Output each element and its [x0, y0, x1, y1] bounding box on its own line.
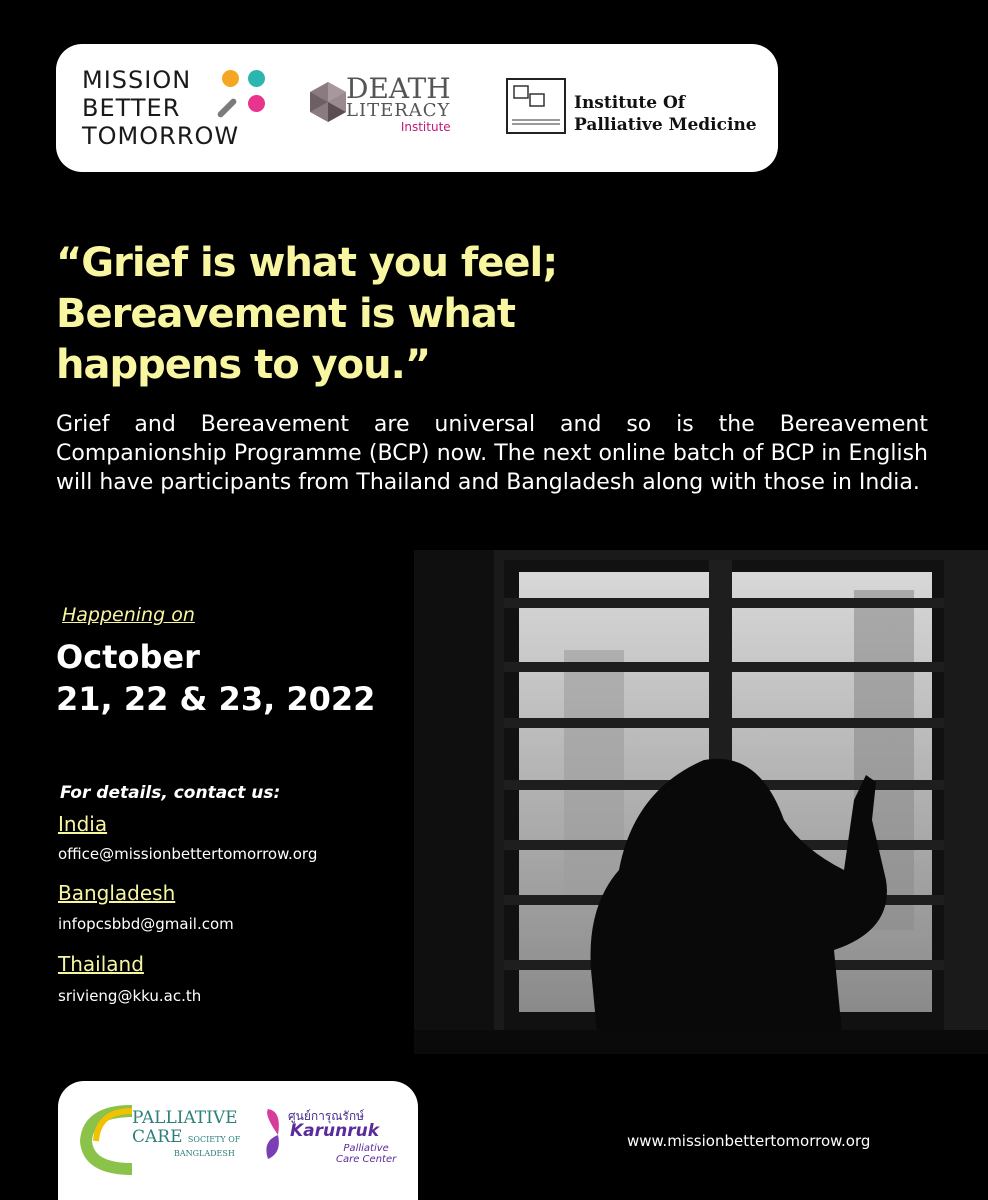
mbt-line1: MISSION	[82, 66, 192, 94]
event-date-month: October	[56, 638, 200, 676]
window-silhouette-photo	[414, 550, 988, 1054]
contact-heading: For details, contact us:	[60, 783, 281, 803]
programme-description: Grief and Bereavement are universal and so is the Bereavement Companionship Programme (BCP) now. The next online batch of BCP in English will have participants from Thailand and Bangladesh along with those in India.	[56, 412, 928, 495]
pcsb-line2: CARE	[132, 1127, 183, 1147]
death-literacy-gem-icon	[308, 80, 348, 124]
pcsb-line1: PALLIATIVE	[132, 1108, 238, 1128]
contact-country-india: India	[58, 812, 108, 836]
palliative-care-society-logo	[132, 1109, 240, 1158]
quote-line3: happens to you.”	[56, 342, 431, 388]
quote-line2: Bereavement is what	[56, 291, 515, 337]
quote-line1: “Grief is what you feel;	[56, 240, 558, 286]
website-link[interactable]: www.missionbettertomorrow.org	[627, 1132, 871, 1150]
ipm-line1: Institute Of	[574, 93, 686, 113]
pcsb-line3b: BANGLADESH	[174, 1149, 235, 1158]
karunruk-sub2: Care Center	[336, 1154, 397, 1165]
event-date	[56, 636, 375, 720]
mbt-line3: TOMORROW	[82, 122, 240, 150]
contact-country-bangladesh: Bangladesh	[58, 881, 176, 905]
mbt-line2: BETTER	[82, 94, 181, 122]
logo-dot-teal	[248, 70, 265, 87]
ipm-line2: Palliative Medicine	[574, 115, 757, 135]
pcsb-line3a: SOCIETY OF	[187, 1135, 241, 1144]
palliative-care-society-emblem-icon	[78, 1105, 134, 1175]
karunruk-subtitle	[336, 1143, 396, 1165]
bottom-partner-logos-card	[58, 1081, 418, 1200]
ipm-emblem-icon	[506, 78, 566, 134]
institute-palliative-medicine-logo	[574, 92, 757, 136]
dli-line3: Institute	[400, 120, 451, 134]
contact-email-bangladesh[interactable]: infopcsbbd@gmail.com	[58, 915, 234, 933]
partner-logos-card	[56, 44, 778, 172]
mission-better-tomorrow-logo	[82, 66, 239, 150]
contact-email-thailand[interactable]: srivieng@kku.ac.th	[58, 987, 202, 1005]
event-date-days: 21, 22 & 23, 2022	[56, 680, 376, 718]
death-literacy-logo	[346, 72, 451, 134]
headline-quote	[56, 238, 676, 391]
happening-on-label: Happening on	[62, 604, 195, 626]
karunruk-thai-name: ศูนย์การุณรักษ์	[288, 1109, 365, 1123]
contact-email-india[interactable]: office@missionbettertomorrow.org	[58, 845, 318, 863]
logo-dot-pink	[248, 95, 265, 112]
karunruk-name: Karunruk	[290, 1121, 380, 1141]
contact-country-thailand: Thailand	[58, 952, 144, 976]
karunruk-sub1: Palliative	[343, 1143, 389, 1154]
dli-line1: DEATH	[346, 72, 451, 105]
logo-dot-orange	[222, 70, 239, 87]
dli-line2: LITERACY	[346, 100, 451, 121]
